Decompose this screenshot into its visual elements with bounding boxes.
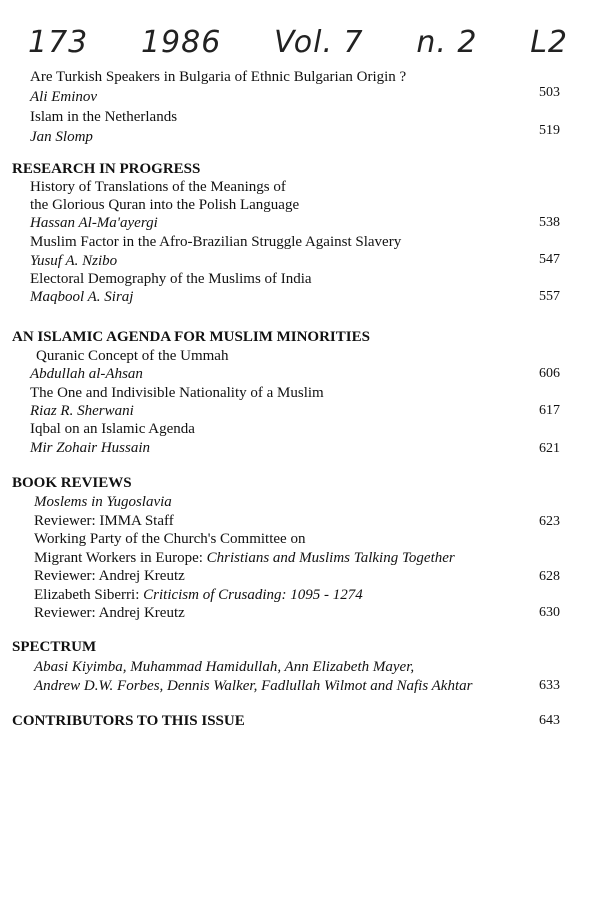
entry-author: Yusuf A. Nzibo [30, 253, 118, 269]
section-heading-spectrum: SPECTRUM [12, 639, 97, 655]
section-heading-contributors: CONTRIBUTORS TO THIS ISSUE [12, 713, 245, 729]
review-book-publisher: Migrant Workers in Europe: [34, 550, 207, 566]
entry-author: Maqbool A. Siraj [30, 289, 134, 305]
review-book-author: Elizabeth Siberri: [34, 587, 144, 603]
entry-title: Quranic Concept of the Ummah [36, 348, 229, 364]
review-book-line: Working Party of the Church's Committee on [34, 531, 306, 547]
review-book-line [34, 549, 455, 567]
entry-title: Islam in the Netherlands [30, 109, 178, 125]
handwritten-number: 173 [28, 25, 89, 60]
review-book-title: Criticism of Crusading: 1095 - 1274 [143, 587, 363, 603]
review-book-line [34, 586, 363, 604]
entry-page: 621 [539, 441, 560, 456]
entry-title: Muslim Factor in the Afro-Brazilian Struggle Against Slavery [30, 234, 402, 250]
entry-page: 519 [539, 123, 560, 138]
entry-title: History of Translations of the Meanings of [30, 179, 286, 195]
entry-author: Hassan Al-Ma'ayergi [30, 215, 158, 231]
entry-author: Mir Zohair Hussain [30, 440, 151, 456]
reviewer: Reviewer: Andrej Kreutz [34, 568, 185, 584]
entry-page: 606 [539, 366, 560, 381]
entry-author: Jan Slomp [30, 129, 93, 145]
section-heading-agenda: AN ISLAMIC AGENDA FOR MUSLIM MINORITIES [12, 329, 370, 345]
entry-title: Electoral Demography of the Muslims of India [30, 271, 312, 287]
entry-title: Iqbal on an Islamic Agenda [30, 421, 195, 437]
review-book-title: Christians and Muslims Talking Together [206, 550, 455, 566]
entry-title: The One and Indivisible Nationality of a Muslim [30, 385, 324, 401]
handwritten-volume: Vol. 7 [274, 25, 364, 60]
entry-title: the Glorious Quran into the Polish Language [30, 197, 300, 213]
entry-page: 617 [539, 403, 560, 418]
spectrum-authors: Abasi Kiyimba, Muhammad Hamidullah, Ann Elizabeth Mayer, [34, 659, 415, 675]
section-heading-research: RESEARCH IN PROGRESS [12, 161, 201, 177]
entry-page: 633 [539, 678, 560, 693]
entry-page: 503 [539, 85, 560, 100]
spectrum-authors: Andrew D.W. Forbes, Dennis Walker, Fadlullah Wilmot and Nafis Akhtar [34, 678, 473, 694]
entry-title: Are Turkish Speakers in Bulgaria of Ethnic Bulgarian Origin ? [30, 69, 407, 85]
entry-page: 547 [539, 252, 560, 267]
reviewer: Reviewer: Andrej Kreutz [34, 605, 185, 621]
handwritten-code: L2 [530, 25, 568, 60]
handwritten-year: 1986 [140, 25, 222, 60]
entry-author: Abdullah al-Ahsan [30, 366, 143, 382]
entry-page: 538 [539, 215, 560, 230]
handwritten-issue: n. 2 [416, 25, 478, 60]
entry-author: Ali Eminov [30, 89, 98, 105]
entry-page: 623 [539, 514, 560, 529]
entry-author: Riaz R. Sherwani [30, 403, 134, 419]
entry-page: 643 [539, 713, 560, 728]
review-book-title: Moslems in Yugoslavia [34, 494, 172, 510]
entry-page: 628 [539, 569, 560, 584]
entry-page: 630 [539, 605, 560, 620]
reviewer: Reviewer: IMMA Staff [34, 513, 174, 529]
entry-page: 557 [539, 289, 560, 304]
handwritten-annotation [28, 14, 568, 60]
section-heading-reviews: BOOK REVIEWS [12, 475, 132, 491]
